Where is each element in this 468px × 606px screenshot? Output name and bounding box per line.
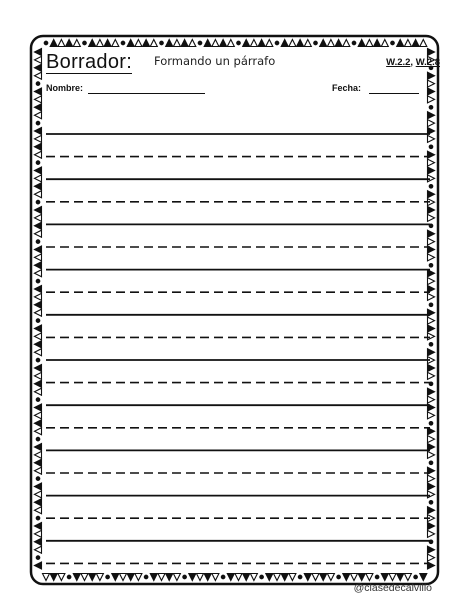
worksheet-title: Borrador:: [46, 51, 133, 73]
standard-separator: ,: [410, 57, 414, 68]
standard-code: W.2.2: [386, 57, 411, 68]
creator-watermark: @clasedecalvillo: [353, 582, 432, 594]
name-label: Nombre:: [46, 83, 84, 93]
worksheet-subtitle: Formando un párrafo: [154, 54, 276, 68]
standard-code: W.2.8: [415, 57, 440, 68]
date-label: Fecha:: [332, 83, 362, 93]
